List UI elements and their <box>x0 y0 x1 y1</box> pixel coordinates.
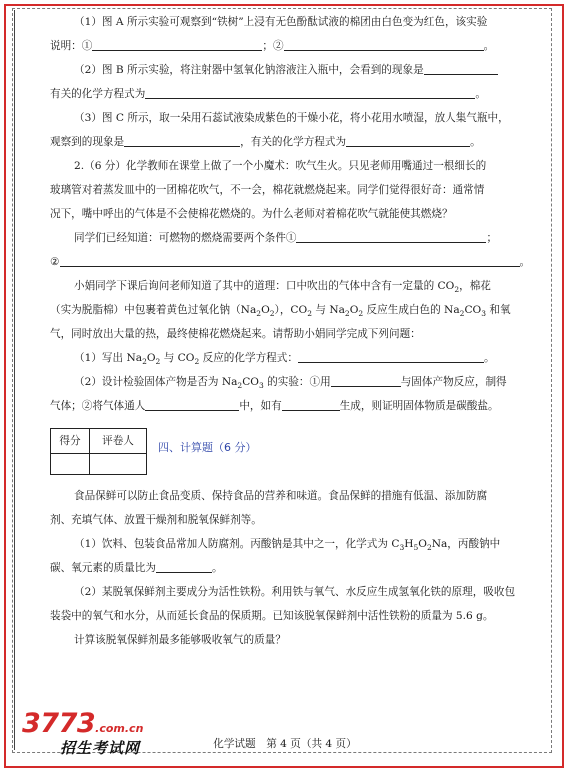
answer-blank[interactable] <box>156 559 212 573</box>
q2-line10: （2）设计检验固体产物是否为 $Na_2CO_3$ 的实验：①用 与固体产物反应，制得 <box>50 370 548 394</box>
score-label: 得分 <box>51 429 90 454</box>
answer-blank[interactable] <box>296 229 486 243</box>
q3-line2: 剂、充填气体、放置干燥剂和脱氧保鲜剂等。 <box>50 514 262 526</box>
answer-blank[interactable] <box>145 397 239 411</box>
q2-line1: 2.（6 分）化学教师在课堂上做了一个小魔术：吹气生火。只见老师用嘴通过一根细长的 <box>74 160 487 172</box>
q2-line6: 小娟同学下课后询问老师知道了其中的道理：口中吹出的气体中含有一定量的 $CO_2$，棉花 <box>74 280 491 295</box>
answer-blank[interactable] <box>331 373 401 387</box>
q1-line5: （3）图 C 所示，取一朵用石蕊试液染成紫色的干燥小花，将小花用水喷湿，放人集气瓶中， <box>74 112 509 124</box>
section-title: 四、计算题（6 分） <box>158 441 257 454</box>
q1-line1: （1）图 A 所示实验可观察到“铁树”上浸有无色酚酞试液的棉团由白色变为红色，该实验 <box>74 16 488 28</box>
q2-line7: （实为脱脂棉）中包裹着黄色过氧化钠$(Na_2O_2)$，$CO_2$ 与 $Na_2O_2$ 反应生成白色的 $Na_2CO_3$ 和氧 <box>50 304 511 319</box>
q3-line6: 装袋中的氧气和水分，从而延长食品的保质期。已知该脱氧保鲜剂中活性铁粉的质量为 5.6 g。 <box>50 610 494 622</box>
q1-line6: 观察到的现象是 ，有关的化学方程式为 。 <box>50 130 548 154</box>
q1-line3: （2）图 B 所示实验，将注射器中氢氧化钠溶液注入瓶中，会看到的现象是 <box>50 58 548 82</box>
q3-line3: （1）饮料、包装食品常加人防腐剂。丙酸钠是其中之一，化学式为 $C_3H_5O_2Na$，丙酸钠中 <box>74 538 501 553</box>
q2-line3: 况下，嘴中呼出的气体是不会使棉花燃烧的。为什么老师对着棉花吹气就能使其燃烧？ <box>50 208 453 220</box>
answer-blank[interactable] <box>60 253 520 267</box>
section-header <box>50 420 548 476</box>
q3-line5: （2）某脱氧保鲜剂主要成分为活性铁粉。利用铁与氧气、水反应生成氢氧化铁的原理，吸收包 <box>74 586 516 598</box>
answer-blank[interactable] <box>92 37 262 51</box>
q2-line8: 气，同时放出大量的热，最终使棉花燃烧起来。请帮助小娟同学完成下列问题： <box>50 328 421 340</box>
q2-line4: 同学们已经知道：可燃物的燃烧需要两个条件① ； <box>50 226 548 250</box>
score-table <box>50 428 147 475</box>
answer-blank[interactable] <box>124 133 240 147</box>
q2-line5: ② 。 <box>50 250 548 274</box>
answer-blank[interactable] <box>346 133 470 147</box>
q3-line4: 碳、氧元素的质量比为 。 <box>50 556 548 580</box>
answer-blank[interactable] <box>284 37 484 51</box>
page-content <box>50 10 548 652</box>
q2-line11: 气体；②将气体通人 中，如有 生成，则证明固体物质是碳酸盐。 <box>50 394 548 418</box>
q2-line2: 玻璃管对着蒸发皿中的一团棉花吹气，不一会，棉花就燃烧起来。同学们觉得很好奇：通常情 <box>50 184 485 196</box>
answer-blank[interactable] <box>424 61 498 75</box>
logo-main-text: 3773 <box>22 708 96 739</box>
site-logo <box>22 708 143 739</box>
q3-line1: 食品保鲜可以防止食品变质、保持食品的营养和味道。食品保鲜的措施有低温、添加防腐 <box>74 490 488 502</box>
answer-blank[interactable] <box>145 85 475 99</box>
answer-blank[interactable] <box>282 397 340 411</box>
page-footer: 化学试题 第 4 页（共 4 页） <box>213 738 357 750</box>
q1-line2: 说明：① ；② 。 <box>50 34 548 58</box>
logo-subtitle: 招生考试网 <box>60 739 141 757</box>
q3-line7: 计算该脱氧保鲜剂最多能够吸收氧气的质量？ <box>74 634 286 646</box>
grader-label: 评卷人 <box>90 429 147 454</box>
grader-cell[interactable] <box>90 454 147 475</box>
binding-line <box>14 10 15 750</box>
q1-line4: 有关的化学方程式为 。 <box>50 82 548 106</box>
answer-blank[interactable] <box>298 349 484 363</box>
logo-domain-text: .com.cn <box>95 722 144 735</box>
score-cell[interactable] <box>51 454 90 475</box>
q2-line9: （1）写出 $Na_2O_2$ 与 $CO_2$ 反应的化学方程式： 。 <box>50 346 548 370</box>
